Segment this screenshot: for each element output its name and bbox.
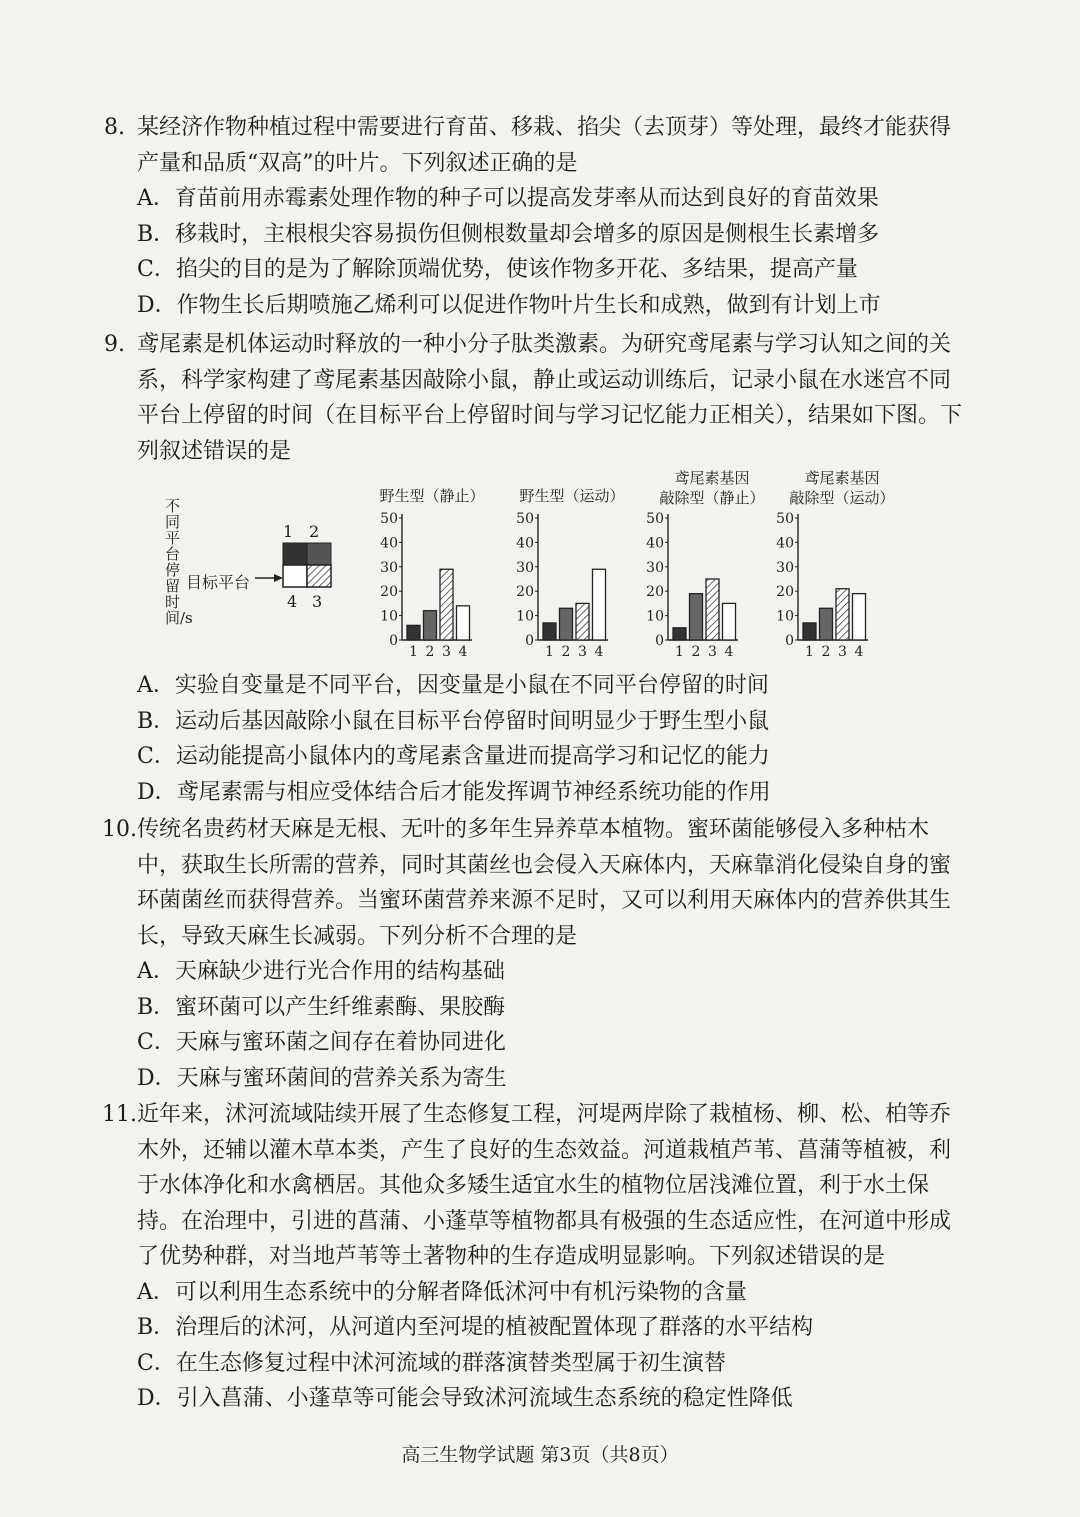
bar-platform-4 <box>457 606 470 640</box>
bar-platform-1 <box>673 628 686 640</box>
x-tick-label: 3 <box>838 644 847 660</box>
option-b: B．治理后的沭河，从河道内至河堤的植被配置体现了群落的水平结构 <box>137 1315 814 1340</box>
y-tick-label: 0 <box>389 633 398 649</box>
maze-number-2: 2 <box>309 522 320 541</box>
bar-platform-2 <box>820 608 833 640</box>
x-tick-label: 1 <box>409 644 418 660</box>
y-tick-label: 40 <box>646 535 664 552</box>
water-maze-diagram <box>255 543 331 587</box>
bar-platform-1 <box>803 623 816 640</box>
option-a: A．育苗前用赤霉素处理作物的种子可以提高发芽率从而达到良好的育苗效果 <box>137 186 879 211</box>
bar-platform-1 <box>543 623 556 640</box>
y-tick-label: 40 <box>516 535 534 552</box>
y-tick-label: 10 <box>380 608 398 625</box>
option-c: C．在生态修复过程中沭河流域的群落演替类型属于初生演替 <box>137 1350 726 1376</box>
option-b: B．运动后基因敲除小鼠在目标平台停留时间明显少于野生型小鼠 <box>137 708 770 734</box>
y-tick-label: 30 <box>380 559 398 576</box>
question-number: 11. <box>102 1102 137 1127</box>
question-stem: 鸢尾素是机体运动时释放的一种小分子肽类激素。为研究鸢尾素与学习认知之间的关系，科学家构建了鸢尾素基因敲除小鼠，静止或运动训练后，记录小鼠在水迷宫不同平台上停留的时间（在目标平台上停留时间与学习记忆能力正相关），结果如下图。下列叙述错误的是 <box>137 332 963 464</box>
question-number: 9. <box>104 332 125 357</box>
y-tick-label: 10 <box>516 608 534 625</box>
bar-platform-3 <box>576 603 589 640</box>
panel-title-line: 鸢尾素基因 <box>674 469 750 487</box>
y-tick-label: 0 <box>525 633 534 649</box>
x-tick-label: 4 <box>594 644 604 660</box>
y-tick-label: 50 <box>646 511 664 527</box>
panel-title-line: 敲除型（静止） <box>659 489 765 507</box>
option-d: D．引入菖蒲、小蓬草等可能会导致沭河流域生态系统的稳定性降低 <box>137 1386 793 1411</box>
x-tick-label: 2 <box>691 644 701 660</box>
maze-number-4: 4 <box>287 592 298 611</box>
maze-number-3: 3 <box>312 592 323 611</box>
y-tick-label: 40 <box>380 535 398 552</box>
y-tick-label: 50 <box>776 511 794 527</box>
x-tick-label: 2 <box>425 644 435 660</box>
y-tick-label: 30 <box>776 559 794 576</box>
question-number: 8. <box>104 115 125 140</box>
question-11 <box>104 1097 964 1417</box>
options-list <box>137 1275 964 1417</box>
panel-title-3 <box>642 468 782 508</box>
option-a: A．天麻缺少进行光合作用的结构基础 <box>137 959 505 984</box>
option-a: A．实验自变量是不同平台，因变量是小鼠在不同平台停留的时间 <box>137 673 769 698</box>
panel-title-line: 野生型（静止） <box>379 487 485 505</box>
question-number: 10. <box>102 817 137 842</box>
option-d: D．鸢尾素需与相应受体结合后才能发挥调节神经系统功能的作用 <box>137 779 771 805</box>
y-tick-label: 0 <box>785 633 794 649</box>
bar-chart-panel-4 <box>776 511 868 660</box>
bar-platform-2 <box>560 608 573 640</box>
bar-chart-panel-2 <box>516 511 608 660</box>
option-d: D．作物生长后期喷施乙烯利可以促进作物叶片生长和成熟，做到有计划上市 <box>137 292 881 318</box>
x-tick-label: 4 <box>854 644 864 660</box>
question-stem: 某经济作物种植过程中需要进行育苗、移栽、掐尖（去顶芽）等处理，最终才能获得产量和品质“双高”的叶片。下列叙述正确的是 <box>137 115 952 176</box>
question-stem: 近年来，沭河流域陆续开展了生态修复工程，河堤两岸除了栽植杨、柳、松、柏等乔木外，还辅以灌木草本类，产生了良好的生态效益。河道栽植芦苇、菖蒲等植被，利于水体净化和水禽栖居。其他众多矮生适宜水生的植物位居浅滩位置，利于水土保持。在治理中，引进的菖蒲、小蓬草等植物都具有极强的生态适应性，在河道中形成了优势种群，对当地芦苇等土著物种的生存造成明显影响。下列叙述错误的是 <box>137 1102 952 1269</box>
bar-platform-2 <box>690 594 703 640</box>
option-c: C．运动能提高小鼠体内的鸢尾素含量进而提高学习和记忆的能力 <box>137 744 770 769</box>
x-tick-label: 2 <box>821 644 831 660</box>
x-tick-label: 1 <box>675 644 684 660</box>
maze-number-1: 1 <box>283 522 294 541</box>
x-tick-label: 1 <box>545 644 554 660</box>
bar-platform-4 <box>723 603 736 640</box>
panel-title-line: 敲除型（运动） <box>789 489 895 507</box>
y-axis-label: 不同平台停留时间/s <box>165 497 193 627</box>
page-footer: 高三生物学试题 第3页（共8页） <box>401 1444 679 1466</box>
y-tick-label: 50 <box>380 511 398 527</box>
question-stem: 传统名贵药材天麻是无根、无叶的多年生异养草本植物。蜜环菌能够侵入多种枯木中，获取生长所需的营养，同时其菌丝也会侵入天麻体内，天麻靠消化侵染自身的蜜环菌菌丝而获得营养。当蜜环菌营养来源不足时，又可以利用天麻体内的营养供其生长，导致天麻生长减弱。下列分析不合理的是 <box>137 817 952 949</box>
option-c: C．掐尖的目的是为了解除顶端优势，使该作物多开花、多结果，提高产量 <box>137 257 858 282</box>
bar-platform-3 <box>706 579 719 640</box>
question-9-options <box>137 668 977 810</box>
y-tick-label: 20 <box>516 584 534 601</box>
panel-title-2 <box>502 486 642 506</box>
panel-title-line: 鸢尾素基因 <box>804 469 880 487</box>
bar-platform-2 <box>424 611 437 640</box>
panel-title-line: 野生型（运动） <box>519 487 625 505</box>
option-d: D．天麻与蜜环菌间的营养关系为寄生 <box>137 1065 507 1091</box>
y-tick-label: 20 <box>646 584 664 601</box>
bar-platform-4 <box>593 569 606 640</box>
target-platform-label: 目标平台 <box>186 573 251 592</box>
bar-platform-3 <box>440 569 453 640</box>
bar-chart-panel-3 <box>646 511 738 660</box>
x-tick-label: 3 <box>578 644 587 660</box>
option-b: B．移栽时，主根根尖容易损伤但侧根数量却会增多的原因是侧根生长素增多 <box>137 221 880 247</box>
option-a: A．可以利用生态系统中的分解者降低沭河中有机污染物的含量 <box>137 1279 747 1305</box>
x-tick-label: 4 <box>458 644 468 660</box>
y-tick-label: 20 <box>776 584 794 601</box>
bar-platform-1 <box>407 625 420 640</box>
bar-chart-panel-1 <box>380 511 472 660</box>
question-10 <box>104 812 964 1096</box>
panel-title-1 <box>362 486 502 506</box>
options-list <box>137 954 964 1096</box>
x-tick-label: 3 <box>708 644 717 660</box>
y-tick-label: 10 <box>776 608 794 625</box>
option-b: B．蜜环菌可以产生纤维素酶、果胶酶 <box>137 994 506 1020</box>
x-tick-label: 2 <box>561 644 571 660</box>
option-c: C．天麻与蜜环菌之间存在着协同进化 <box>137 1030 506 1055</box>
x-tick-label: 1 <box>805 644 814 660</box>
panel-title-4 <box>772 468 912 508</box>
y-tick-label: 20 <box>380 584 398 601</box>
y-tick-label: 40 <box>776 535 794 552</box>
y-tick-label: 30 <box>516 559 534 576</box>
y-tick-label: 0 <box>655 633 664 649</box>
x-tick-label: 4 <box>724 644 734 660</box>
x-tick-label: 3 <box>442 644 451 660</box>
y-tick-label: 50 <box>516 511 534 527</box>
y-tick-label: 10 <box>646 608 664 625</box>
bar-platform-3 <box>836 589 849 640</box>
bar-platform-4 <box>853 594 866 640</box>
y-tick-label: 30 <box>646 559 664 576</box>
